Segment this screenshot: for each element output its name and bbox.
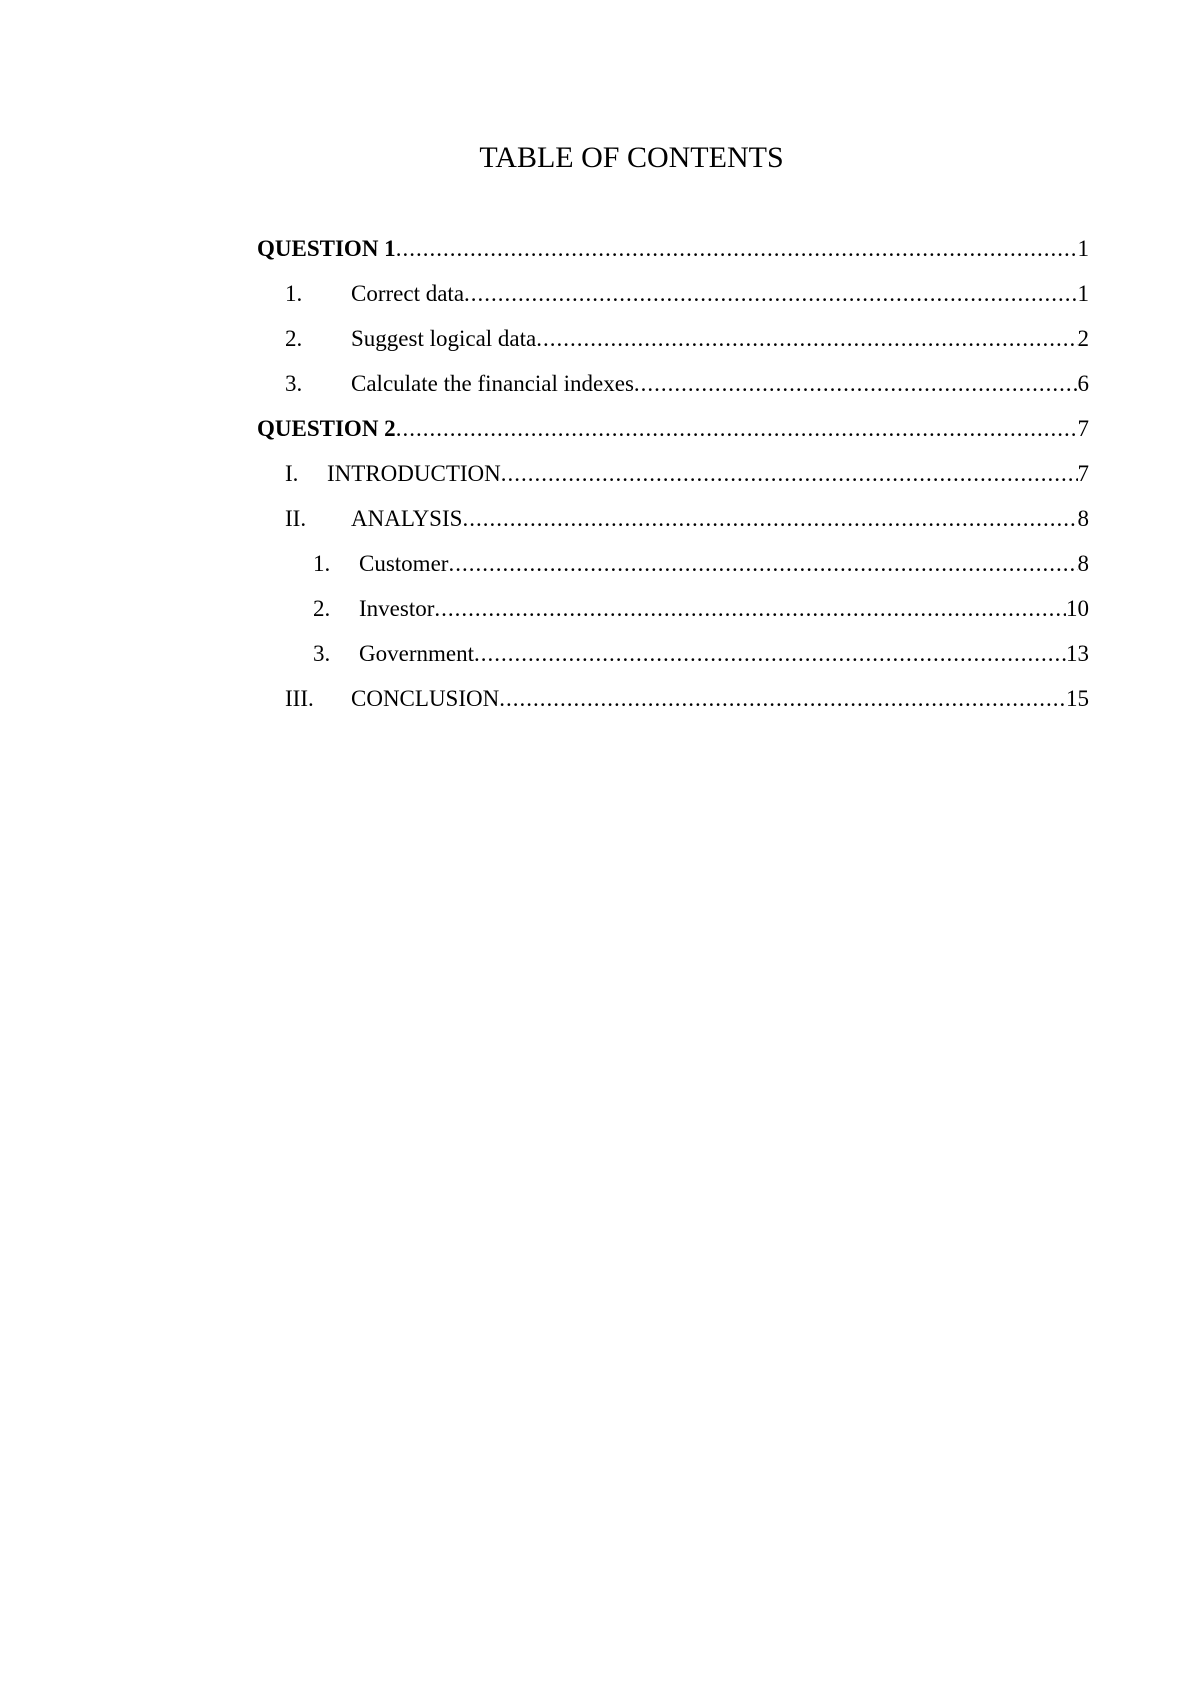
toc-entry-page: 1 [1077,236,1089,261]
toc-entry-number: 2. [313,596,331,621]
toc-entry-page: 10 [1066,596,1089,621]
toc-leader-dots [448,541,1077,586]
toc-entry-number: 3. [285,371,303,396]
toc-entry-customer[interactable] [257,541,1089,586]
toc-leader-dots [464,271,1077,316]
toc-entry-page: 7 [1077,461,1089,486]
toc-entry-label: ANALYSIS [351,506,463,531]
toc-entry-number: II. [285,506,307,531]
toc-entry-government[interactable] [257,631,1089,676]
toc-entry-number: 1. [285,281,303,306]
toc-entry-question-1[interactable] [257,226,1089,271]
toc-entry-question-2[interactable] [257,406,1089,451]
toc-entry-conclusion[interactable] [257,676,1089,721]
toc-leader-dots [501,451,1078,496]
toc-leader-dots [396,226,1078,271]
toc-leader-dots [499,676,1066,721]
toc-title: TABLE OF CONTENTS [479,141,784,174]
toc-entry-label: QUESTION 2 [257,416,396,441]
toc-entry-page: 13 [1066,641,1089,666]
toc-entry-page: 8 [1077,506,1089,531]
toc-entry-page: 15 [1066,686,1089,711]
toc-entry-analysis[interactable] [257,496,1089,541]
toc-entry-number: 3. [313,641,331,666]
toc-list [257,226,1089,721]
toc-entry-number: 1. [313,551,331,576]
toc-entry-label: Calculate the financial indexes [351,371,634,396]
toc-entry-page: 1 [1077,281,1089,306]
toc-entry-number: 2. [285,326,303,351]
toc-entry-page: 6 [1077,371,1089,396]
toc-leader-dots [474,631,1066,676]
toc-entry-page: 7 [1077,416,1089,441]
toc-entry-investor[interactable] [257,586,1089,631]
toc-entry-calculate-financial-indexes[interactable] [257,361,1089,406]
toc-entry-page: 2 [1077,326,1089,351]
toc-leader-dots [396,406,1078,451]
toc-entry-number: I. [285,461,299,486]
toc-entry-label: CONCLUSION [351,686,500,711]
toc-entry-label: INTRODUCTION [327,461,501,486]
toc-entry-number: III. [285,686,314,711]
toc-entry-label: Government [359,641,474,666]
toc-leader-dots [462,496,1077,541]
toc-entry-label: Suggest logical data [351,326,537,351]
toc-entry-label: Investor [359,596,435,621]
toc-entry-page: 8 [1077,551,1089,576]
toc-entry-label: QUESTION 1 [257,236,396,261]
toc-leader-dots [634,361,1078,406]
toc-entry-introduction[interactable] [257,451,1089,496]
toc-entry-suggest-logical-data[interactable] [257,316,1089,361]
toc-entry-correct-data[interactable] [257,271,1089,316]
toc-entry-label: Correct data [351,281,465,306]
toc-entry-label: Customer [359,551,449,576]
toc-leader-dots [536,316,1077,361]
toc-leader-dots [434,586,1066,631]
